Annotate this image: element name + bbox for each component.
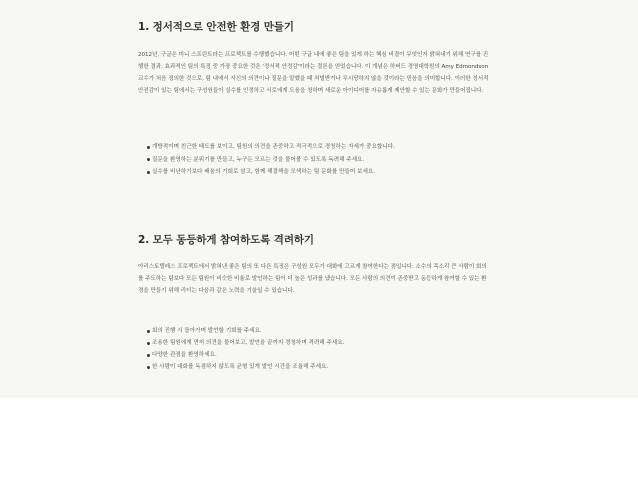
list-item: 한 사람이 대화를 독점하지 않도록 균형 있게 발언 시간을 조율해 주세요. xyxy=(138,361,492,373)
list-item: 개방적이며 친근한 태도를 보이고, 팀원의 의견을 존중하고 적극적으로 경청하는 자세가 중요합니다. xyxy=(138,141,492,153)
list-item: 조용한 팀원에게 먼저 의견을 물어보고, 발언을 끝까지 경청하며 격려해 주세요. xyxy=(138,337,492,349)
section-paragraph: 아리스토텔레스 프로젝트에서 밝혀낸 좋은 팀의 또 다른 특징은 구성원 모두가 대화에 고르게 참여한다는 점입니다. 소수의 목소리 큰 사람이 회의를 주도하는 팀보다 모든 팀원이 비슷한 비율로 발언하는 팀이 더 높은 성과를 냈습니다. 모든 사람의 의견이 존중받고 동등하게 참여할 수 있는 환경을 만들기 위해 리더는 다음과 같은 노력을 기울일 수 있습니다. xyxy=(138,264,487,294)
list-item: 질문을 환영하는 분위기를 만들고, 누구든 모르는 것을 물어볼 수 있도록 독려해 주세요. xyxy=(138,154,492,166)
list-item: 다양한 관점을 환영하세요. xyxy=(138,349,492,361)
list-item: 실수를 비난하기보다 배움의 기회로 삼고, 함께 해결책을 모색하는 팀 문화를 만들어 보세요. xyxy=(138,166,492,178)
list-item: 회의 진행 시 돌아가며 발언할 기회를 주세요. xyxy=(138,325,492,337)
bullet-list xyxy=(138,325,492,373)
section-heading-equal-participation: 2. 모두 동등하게 참여하도록 격려하기 xyxy=(138,234,314,246)
bullet-list xyxy=(138,141,492,179)
section-paragraph: 2012년, 구글은 미니 스프린트라는 프로젝트를 수행했습니다. 어떤 구글 내에 좋은 팀을 있게 하는 핵심 비결이 무엇인지 밝혀내기 위해 연구를 진행한 결과, 효과적인 팀의 특징 중 가장 중요한 것은 '정서적 안정감'이라는 결론을 얻었습니다. 이 개념은 하버드 경영대학원의 Amy Edmondson 교수가 처음 정의한 것으로, 팀 내에서 자신의 의견이나 질문을 말했을 때 처벌받거나 무시당하지 않을 것이라는 믿음을 의미합니다. 이러한 정서적 안전감이 있는 팀에서는 구성원들이 실수를 인정하고 서로에게 도움을 청하며 새로운 아이디어를 자유롭게 제안할 수 있는 문화가 만들어집니다. xyxy=(138,52,489,94)
section-heading-safe-environment: 1. 정서적으로 안전한 환경 만들기 xyxy=(138,21,294,33)
